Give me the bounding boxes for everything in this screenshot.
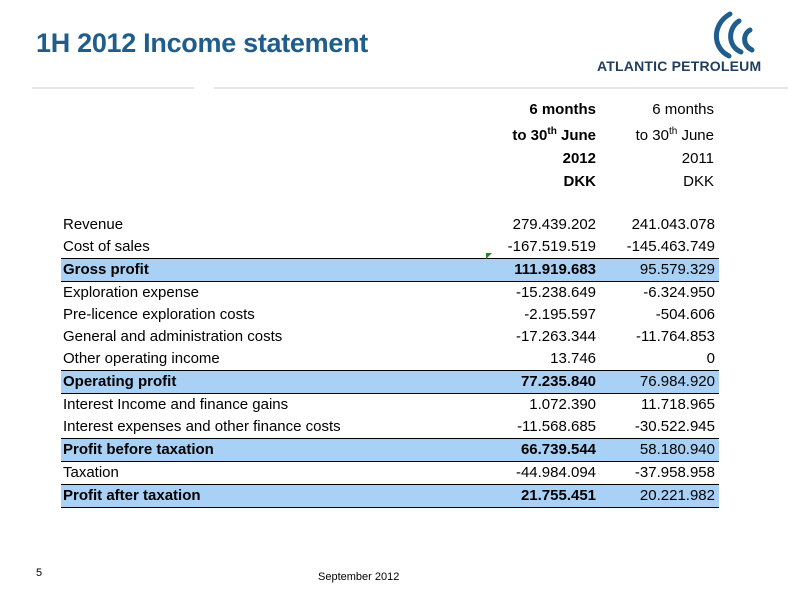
- table-row: [61, 236, 719, 259]
- col-2011-year: 2011: [681, 150, 714, 167]
- selection-marker-icon: [486, 253, 492, 259]
- row-label: Operating profit: [61, 371, 479, 394]
- table-row: [61, 326, 719, 348]
- col-2012-line2: to 30th June: [512, 126, 596, 144]
- row-value-2012: 21.755.451: [479, 485, 600, 508]
- row-value-2011: -37.958.958: [634, 464, 715, 481]
- row-value-2012: -167.519.519: [507, 238, 597, 255]
- table-row-total: [61, 259, 719, 282]
- table-row: [61, 462, 719, 485]
- row-value-2011: 241.043.078: [631, 216, 715, 233]
- footer-date: September 2012: [318, 571, 400, 583]
- table-row: [61, 282, 719, 305]
- row-value-2011: 11.718.965: [641, 396, 715, 413]
- row-value-2011: 58.180.940: [600, 439, 719, 462]
- row-label: Interest expenses and other finance costs: [63, 418, 341, 435]
- row-value-2011: -145.463.749: [626, 238, 715, 255]
- row-value-2011: -504.606: [655, 306, 715, 323]
- income-statement-table: [61, 214, 719, 508]
- row-value-2011: 0: [706, 350, 715, 367]
- row-value-2012: 111.919.683: [479, 259, 600, 282]
- row-label: Interest Income and finance gains: [63, 396, 289, 413]
- row-label: Exploration expense: [63, 284, 199, 301]
- row-value-2012: -11.568.685: [517, 418, 597, 435]
- table-row: [61, 214, 719, 236]
- col-2011-currency: DKK: [683, 173, 714, 190]
- row-value-2011: 20.221.982: [600, 485, 719, 508]
- row-label: Revenue: [63, 216, 124, 233]
- page-title: 1H 2012 Income statement: [36, 28, 368, 58]
- row-label: Cost of sales: [63, 238, 150, 255]
- row-value-2011: -11.764.853: [636, 328, 715, 345]
- table-row-total: [61, 439, 719, 462]
- row-value-2012: -15.238.649: [515, 284, 597, 301]
- row-label: Profit after taxation: [61, 485, 479, 508]
- row-value-2012: 77.235.840: [479, 371, 600, 394]
- row-value-2012: -44.984.094: [515, 464, 597, 481]
- row-label: Gross profit: [61, 259, 479, 282]
- row-label: Pre-licence exploration costs: [63, 306, 255, 323]
- row-value-2012: 1.072.390: [529, 396, 597, 413]
- row-value-2012: -17.263.344: [515, 328, 597, 345]
- header-divider: [32, 87, 788, 89]
- row-value-2011: 95.579.329: [600, 259, 719, 282]
- row-value-2012: 66.739.544: [479, 439, 600, 462]
- row-label: Taxation: [63, 464, 119, 481]
- row-value-2012: -2.195.597: [524, 306, 597, 323]
- row-value-2012: 13.746: [550, 350, 597, 367]
- page-number: 5: [36, 567, 43, 579]
- table-row: [61, 416, 719, 439]
- col-2011-line2: to 30th June: [635, 126, 714, 144]
- row-value-2011: 76.984.920: [600, 371, 719, 394]
- table-row-total: [61, 485, 719, 508]
- row-value-2012: 279.439.202: [512, 216, 597, 233]
- row-label: Profit before taxation: [61, 439, 479, 462]
- logo-wordmark: ATLANTIC PETROLEUM: [597, 58, 762, 74]
- table-row: [61, 304, 719, 326]
- row-label: General and administration costs: [63, 328, 283, 345]
- row-value-2011: -6.324.950: [643, 284, 715, 301]
- col-2012-line1: 6 months: [529, 101, 596, 118]
- row-value-2011: -30.522.945: [634, 418, 715, 435]
- row-label: Other operating income: [63, 350, 220, 367]
- col-2011-line1: 6 months: [652, 101, 714, 118]
- table-row: [61, 348, 719, 371]
- col-2012-year: 2012: [562, 150, 596, 167]
- table-row: [61, 394, 719, 417]
- col-2012-currency: DKK: [563, 173, 596, 190]
- table-row-total: [61, 371, 719, 394]
